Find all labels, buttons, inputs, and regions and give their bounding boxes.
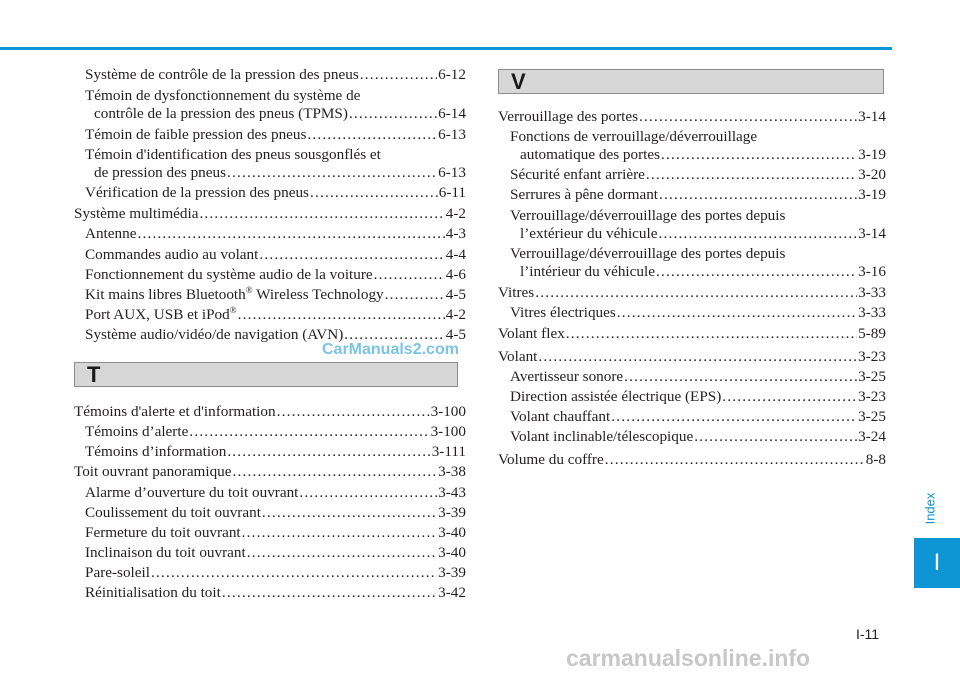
- dot-leader: [233, 463, 438, 481]
- dot-leader: [247, 544, 437, 562]
- registered-mark: ®: [229, 305, 237, 315]
- entry-text: Inclinaison du toit ouvrant: [85, 544, 246, 561]
- entry-page: 3-33: [858, 304, 886, 321]
- entry-page: 4-5: [445, 326, 466, 343]
- index-entry: [74, 246, 466, 264]
- index-entry: [498, 428, 886, 446]
- dot-leader: [605, 451, 865, 469]
- dot-leader: [624, 368, 857, 386]
- entry-page: 8-8: [865, 451, 886, 468]
- entry-page: 3-23: [858, 388, 886, 405]
- index-entry: [498, 146, 886, 164]
- entry-text: Vitres: [498, 284, 535, 301]
- dot-leader: [611, 408, 857, 426]
- entry-page: 4-5: [445, 286, 466, 303]
- index-entry: [74, 443, 466, 461]
- entry-text: Antenne: [85, 225, 137, 242]
- entry-text: Vitres électriques: [510, 304, 616, 321]
- dot-leader: [538, 348, 857, 366]
- index-entry: [498, 408, 886, 426]
- index-entry: [74, 403, 466, 421]
- entry-page: 4-6: [445, 266, 466, 283]
- entry-page: 3-25: [858, 368, 886, 385]
- index-entry: [74, 423, 466, 441]
- index-entry: [74, 584, 466, 602]
- entry-page: 4-2: [445, 306, 466, 323]
- index-entry: [498, 108, 886, 126]
- index-entry: [74, 463, 466, 481]
- watermark-text: CarManuals2.com: [322, 341, 459, 358]
- index-entry: [74, 504, 466, 522]
- page-number: I-11: [856, 626, 880, 642]
- entry-text: Direction assistée électrique (EPS): [510, 388, 722, 405]
- dot-leader: [277, 403, 430, 421]
- dot-leader: [646, 166, 857, 184]
- dot-leader: [222, 584, 437, 602]
- entry-page: 6-13: [438, 164, 466, 181]
- index-entry: [498, 325, 886, 343]
- entry-page: 3-33: [858, 284, 886, 301]
- entry-text: Serrures à pêne dormant: [510, 186, 659, 203]
- index-entry: [498, 166, 886, 184]
- entry-page: 3-14: [858, 225, 886, 242]
- entry-text: Système de contrôle de la pression des pneus: [85, 66, 359, 83]
- dot-leader: [307, 126, 437, 144]
- entry-page: 3-19: [858, 146, 886, 163]
- entry-page: 3-19: [858, 186, 886, 203]
- entry-page: 4-2: [445, 205, 466, 222]
- dot-leader: [360, 66, 437, 84]
- entry-text: de pression des pneus: [94, 164, 227, 181]
- dot-leader: [658, 225, 857, 243]
- entry-page: 4-3: [445, 225, 466, 242]
- dot-leader: [227, 443, 430, 461]
- index-entry: [74, 184, 466, 202]
- footer-watermark: carmanualsonline.info: [566, 645, 811, 671]
- entry-text: Vérification de la pression des pneus: [85, 184, 309, 201]
- entry-page: 3-111: [431, 443, 466, 460]
- entry-page: 3-24: [858, 428, 886, 445]
- entry-text: Volant inclinable/télescopique: [510, 428, 694, 445]
- section-letter: V: [511, 69, 526, 94]
- entry-text: Coulissement du toit ouvrant: [85, 504, 261, 521]
- entry-text: Alarme d’ouverture du toit ouvrant: [85, 484, 299, 501]
- entry-page: 6-12: [438, 66, 466, 83]
- dot-leader: [656, 263, 857, 281]
- index-entry: [74, 544, 466, 562]
- entry-page: 6-13: [438, 126, 466, 143]
- dot-leader: [259, 246, 444, 264]
- section-letter: T: [87, 362, 101, 387]
- entry-text: contrôle de la pression des pneus (TPMS): [94, 105, 348, 122]
- entry-text: Système multimédia: [74, 205, 199, 222]
- dot-leader: [189, 423, 429, 441]
- index-entry: Fonctions de verrouillage/déverrouillage: [510, 128, 758, 145]
- index-entry: [74, 564, 466, 582]
- index-entry: [74, 524, 466, 542]
- dot-leader: [151, 564, 437, 582]
- index-entry: [498, 186, 886, 204]
- entry-text: l’extérieur du véhicule: [520, 225, 658, 242]
- entry-text: Système audio/vidéo/de navigation (AVN): [85, 326, 344, 343]
- entry-text: Verrouillage des portes: [498, 108, 639, 125]
- entry-text: Sécurité enfant arrière: [510, 166, 645, 183]
- dot-leader: [374, 266, 445, 284]
- entry-text: l’intérieur du véhicule: [520, 263, 655, 280]
- index-entry: Verrouillage/déverrouillage des portes depuis: [510, 207, 786, 224]
- entry-page: 3-42: [438, 584, 466, 601]
- entry-page: 3-39: [438, 504, 466, 521]
- entry-page: 3-100: [430, 423, 466, 440]
- entry-page: 3-100: [430, 403, 466, 420]
- index-entry: [498, 368, 886, 386]
- entry-text: Pare-soleil: [85, 564, 150, 581]
- index-entry: Témoin de dysfonctionnement du système de: [85, 87, 361, 104]
- index-entry: [498, 451, 886, 469]
- dot-leader: [137, 225, 444, 243]
- registered-mark: ®: [245, 285, 253, 295]
- section-header-v: [498, 69, 884, 94]
- index-entry: Verrouillage/déverrouillage des portes depuis: [510, 245, 786, 262]
- entry-page: 3-23: [858, 348, 886, 365]
- dot-leader: [661, 146, 857, 164]
- index-entry: [74, 164, 466, 182]
- entry-page: 3-39: [438, 564, 466, 581]
- entry-text: Toit ouvrant panoramique: [74, 463, 232, 480]
- index-entry: [74, 66, 466, 84]
- entry-page: 3-40: [438, 524, 466, 541]
- index-entry: [498, 388, 886, 406]
- header-rule: [0, 47, 892, 50]
- entry-text: Fonctionnement du système audio de la voiture: [85, 266, 373, 283]
- index-entry: [74, 286, 466, 304]
- entry-text: Fermeture du toit ouvrant: [85, 524, 241, 541]
- index-entry: [74, 306, 466, 324]
- entry-page: 3-40: [438, 544, 466, 561]
- entry-text: Commandes audio au volant: [85, 246, 259, 263]
- entry-text: Volant chauffant: [510, 408, 611, 425]
- entry-page: 6-11: [438, 184, 466, 201]
- dot-leader: [639, 108, 857, 126]
- entry-text: Témoin de faible pression des pneus: [85, 126, 307, 143]
- dot-leader: [566, 325, 857, 343]
- dot-leader: [722, 388, 857, 406]
- entry-page: 6-14: [438, 105, 466, 122]
- dot-leader: [299, 484, 437, 502]
- entry-text: Avertisseur sonore: [510, 368, 624, 385]
- entry-page: 3-25: [858, 408, 886, 425]
- entry-text: Témoins d'alerte et d'information: [74, 403, 276, 420]
- entry-page: 5-89: [858, 325, 886, 342]
- dot-leader: [694, 428, 857, 446]
- index-entry: [74, 205, 466, 223]
- entry-page: 3-20: [858, 166, 886, 183]
- index-entry: [74, 484, 466, 502]
- dot-leader: [349, 105, 437, 123]
- entry-text: Témoins d’alerte: [85, 423, 189, 440]
- entry-text: Réinitialisation du toit: [85, 584, 221, 601]
- dot-leader: [535, 284, 857, 302]
- dot-leader: [310, 184, 438, 202]
- index-entry: [498, 263, 886, 281]
- index-entry: [74, 126, 466, 144]
- entry-text: Volume du coffre: [498, 451, 604, 468]
- dot-leader: [659, 186, 857, 204]
- side-chapter-tab: I: [914, 538, 960, 588]
- section-header-t: [74, 362, 458, 387]
- index-entry: [498, 348, 886, 366]
- dot-leader: [617, 304, 857, 322]
- entry-text: Volant flex: [498, 325, 565, 342]
- index-entry: [74, 105, 466, 123]
- dot-leader: [262, 504, 437, 522]
- dot-leader: [199, 205, 444, 223]
- entry-text: Témoins d’information: [85, 443, 227, 460]
- dot-leader: [385, 286, 445, 304]
- side-index-label: Index: [922, 492, 938, 524]
- entry-page: 3-16: [858, 263, 886, 280]
- index-entry: [498, 304, 886, 322]
- entry-page: 3-14: [858, 108, 886, 125]
- entry-text: automatique des portes: [520, 146, 661, 163]
- entry-page: 3-43: [438, 484, 466, 501]
- entry-text: Volant: [498, 348, 538, 365]
- dot-leader: [238, 306, 445, 324]
- index-entry: [498, 225, 886, 243]
- entry-page: 3-38: [438, 463, 466, 480]
- index-entry: [498, 284, 886, 302]
- entry-text: Port AUX, USB et iPod®: [85, 305, 237, 323]
- dot-leader: [242, 524, 438, 542]
- index-entry: [74, 266, 466, 284]
- index-entry: [74, 225, 466, 243]
- dot-leader: [227, 164, 437, 182]
- index-entry: Témoin d'identification des pneus sousgonflés et: [85, 146, 381, 163]
- entry-text: Kit mains libres Bluetooth® Wireless Technology: [85, 285, 384, 303]
- entry-page: 4-4: [445, 246, 466, 263]
